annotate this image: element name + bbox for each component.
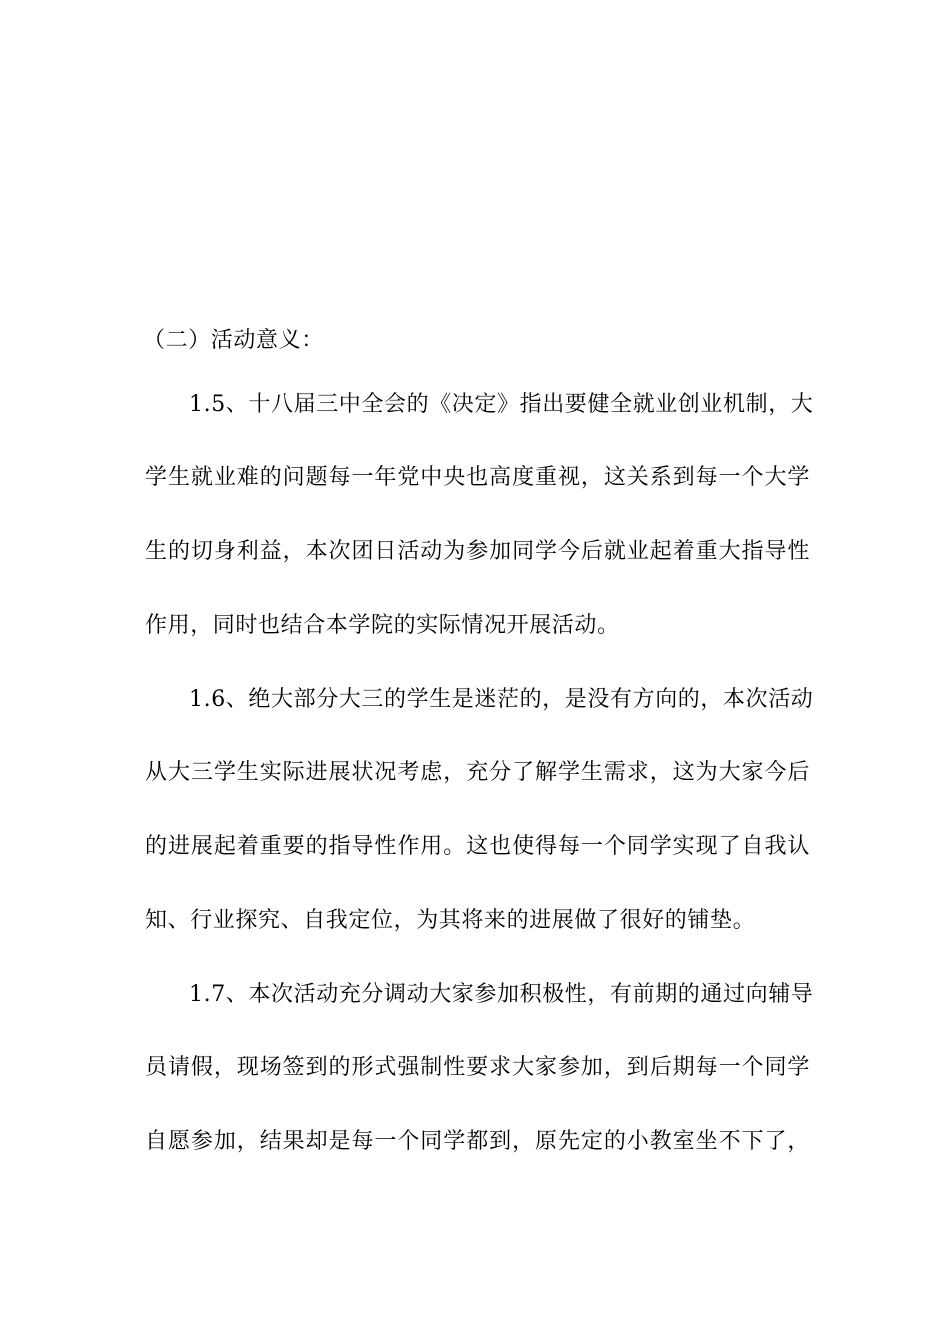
paragraph-3-line-1: 1.7、本次活动充分调动大家参加积极性，有前期的通过向辅导 xyxy=(189,982,814,1007)
paragraph-2-line-2: 从大三学生实际进展状况考虑，充分了解学生需求，这为大家今后 xyxy=(145,760,810,785)
paragraph-3-line-3: 自愿参加，结果却是每一个同学都到，原先定的小教室坐不下了， xyxy=(145,1129,810,1154)
section-heading: （二）活动意义： xyxy=(143,328,324,353)
paragraph-1-line-4: 作用，同时也结合本学院的实际情况开展活动。 xyxy=(145,613,620,638)
paragraph-1-line-1: 1.5、十八届三中全会的《决定》指出要健全就业创业机制，大 xyxy=(189,392,814,417)
paragraph-1-line-3: 生的切身利益，本次团日活动为参加同学今后就业起着重大指导性 xyxy=(145,539,810,564)
paragraph-2-line-1: 1.6、绝大部分大三的学生是迷茫的，是没有方向的，本次活动 xyxy=(189,687,814,712)
paragraph-2-line-3: 的进展起着重要的指导性作用。这也使得每一个同学实现了自我认 xyxy=(145,834,810,859)
paragraph-2-line-4: 知、行业探究、自我定位，为其将来的进展做了很好的铺垫。 xyxy=(145,908,756,933)
paragraph-1-line-2: 学生就业难的问题每一年党中央也高度重视，这关系到每一个大学 xyxy=(145,465,810,490)
paragraph-3-line-2: 员请假，现场签到的形式强制性要求大家参加，到后期每一个同学 xyxy=(145,1055,810,1080)
